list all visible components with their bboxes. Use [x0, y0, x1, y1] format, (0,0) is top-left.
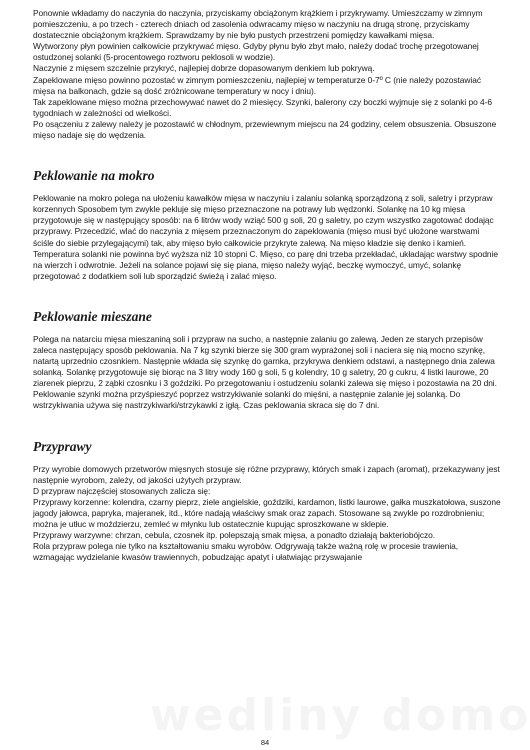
section-paragraph: D przypraw najczęściej stosowanych zalicza się:: [33, 485, 211, 496]
intro-paragraph: Zapeklowane mięso powinno pozostać w zimnym pomieszczeniu, najlepiej w temperaturze 0-7º C (nie należy pozostawiać mięsa na balkonach, gdzie są dość zróżnicowane temperatury w nocy i dniu).: [33, 74, 481, 96]
section-paragraph: Przy wyrobie domowych przetworów mięsnych stosuje się różne przyprawy, których smak i zapach (aromat), przekazywany jest następnie wyrobom, zależy, od jakości użytych przypraw.: [33, 463, 500, 485]
section-heading-spices: Przyprawy: [33, 438, 92, 454]
section-spices: [33, 464, 501, 564]
section-heading-mixed-curing: Peklowanie mieszane: [33, 308, 152, 324]
intro-paragraph: Wytworzony płyn powinien całkowicie przykrywać mięso. Gdyby płynu było zbyt mało, należy dodać trochę przegotowanej ostudzonej solanki (5-procentowego roztworu peklosoli w wodzie).: [33, 41, 479, 63]
section-paragraph: Peklowanie szynki można przyśpieszyć poprzez wstrzykiwanie solanki do mięśni, a następnie zalanie jej solanką. Do wstrzykiwania używa się nastrzykiwarki/strzykawki z igłą. Czas peklowania skraca się do 7 dni.: [33, 389, 461, 411]
intro-paragraph: Ponownie wkładamy do naczynia do naczynia, przyciskamy obciążonym krążkiem i przykrywamy. Umieszczamy w zimnym pomieszczeniu, a po trzech - czterech dniach od zasolenia odwracamy mięso w naczyniu na drugą stronę, przyciskamy dostatecznie obciążonym krążkiem. Sprawdzamy by nie było pustych przestrzeni pomiędzy kawałkami mięsa.: [33, 8, 483, 41]
intro-paragraph: Po osączeniu z zalewy należy je pozostawić w chłodnym, przewiewnym miejscu na 24 godziny, celem obsuszenia. Obsuszone mięso nadaje się do wędzenia.: [33, 118, 497, 141]
section-paragraph: Przyprawy korzenne: kolendra, czarny pieprz, ziele angielskie, goździki, kardamon, listki laurowe, gałka muszkatołowa, suszone jagody jałowca, papryka, majeranek, itd., które nadają właściwy smak oraz zapach. Stosowane są zwykle po rozdrobnieniu; można je utłuc w moździerzu, zemleć w młynku lub ostatecznie kupując sproszkowane w sklepie.: [33, 496, 501, 529]
page-content: [33, 8, 501, 563]
intro-paragraph: Naczynie z mięsem szczelnie przykryć, najlepiej dobrze dopasowanym denkiem lub pokrywą.: [33, 63, 375, 74]
page-number: 84: [260, 738, 270, 747]
intro-block: [33, 8, 501, 141]
section-paragraph: Rola przypraw polega nie tylko na kształtowaniu smaku wyrobów. Odgrywają także ważną rolę w procesie trawienia, wzmagając wydzielanie kwasów trawiennych, pobudzając apatyt i ułatwiając przyswajanie: [33, 541, 459, 563]
section-mixed-curing: [33, 334, 501, 412]
watermark: [150, 690, 530, 741]
section-paragraph: Peklowanie na mokro polega na ułożeniu kawałków mięsa w naczyniu i zalaniu solanką sporządzoną z soli, saletry i przypraw korzennych Sposobem tym zwykle pekluje się mięso przeznaczone na potrawy lub wędzonki. Solankę na 10 kg mięsa przygotowuje się w następujący sposób: na 6 litrów wody wziąć 500 g soli, 20 g saletry, po czym wszystko zagotować dodając przyprawy. Przecedzić, wlać do naczynia z mięsem przeznaczonym do zapeklowania (mięso musi być ułożone warstwami ściśle do siebie przylegającymi) tak, aby mięso było całkowicie przykryte zalewą. Na mięso kładzie się denko i kamień. Temperatura solanki nie powinna być wyższa niż 10 stopni C. Mięso, co parę dni trzeba przekładać, układając warstwy spodnie na wierzch i odwrotnie. Jeżeli na solance pojawi się się piana, mięso należy wyjąć, beczkę wymoczyć, umyć, solankę przegotować z dodatkiem soli lub sporządzić świeżą i zalać mięso.: [33, 193, 498, 281]
section-wet-curing: [33, 193, 501, 282]
section-heading-wet-curing: Peklowanie na mokro: [33, 168, 155, 184]
section-paragraph: Polega na natarciu mięsa mieszaniną soli i przypraw na sucho, a następnie zalaniu go zalewą. Jeden ze starych przepisów zaleca następujący sposób peklowania. Na 7 kg szynki bierze się 300 gram wyprażonej soli i naciera się nią mocno szynkę, natartą uprzednio czosnkiem. Następnie wkłada się szynkę do garnka, przykrywa denkiem odstawi, a następnego dnia zalewa solanką. Solankę przygotowuje się biorąc na 3 litry wody 160 g soli, 5 g kolendry, 10 g saletry, 20 g cukru, 4 listki laurowe, 20 ziarenek pieprzu, 2 ząbki czosnku i 3 goździki. Po przegotowaniu i ostudzeniu solanki zalewa się mięso i pozostawia na 20 dni.: [33, 333, 497, 389]
intro-paragraph: Tak zapeklowane mięso można przechowywać nawet do 2 miesięcy. Szynki, balerony czy boczki wyjmuje się z solanki po 4-6 tygodniach w zależności od wielkości.: [33, 96, 492, 118]
section-paragraph: Przyprawy warzywne: chrzan, cebula, czosnek itp. polepszają smak mięsa, a ponadto działają bakteriobójczo.: [33, 530, 436, 541]
